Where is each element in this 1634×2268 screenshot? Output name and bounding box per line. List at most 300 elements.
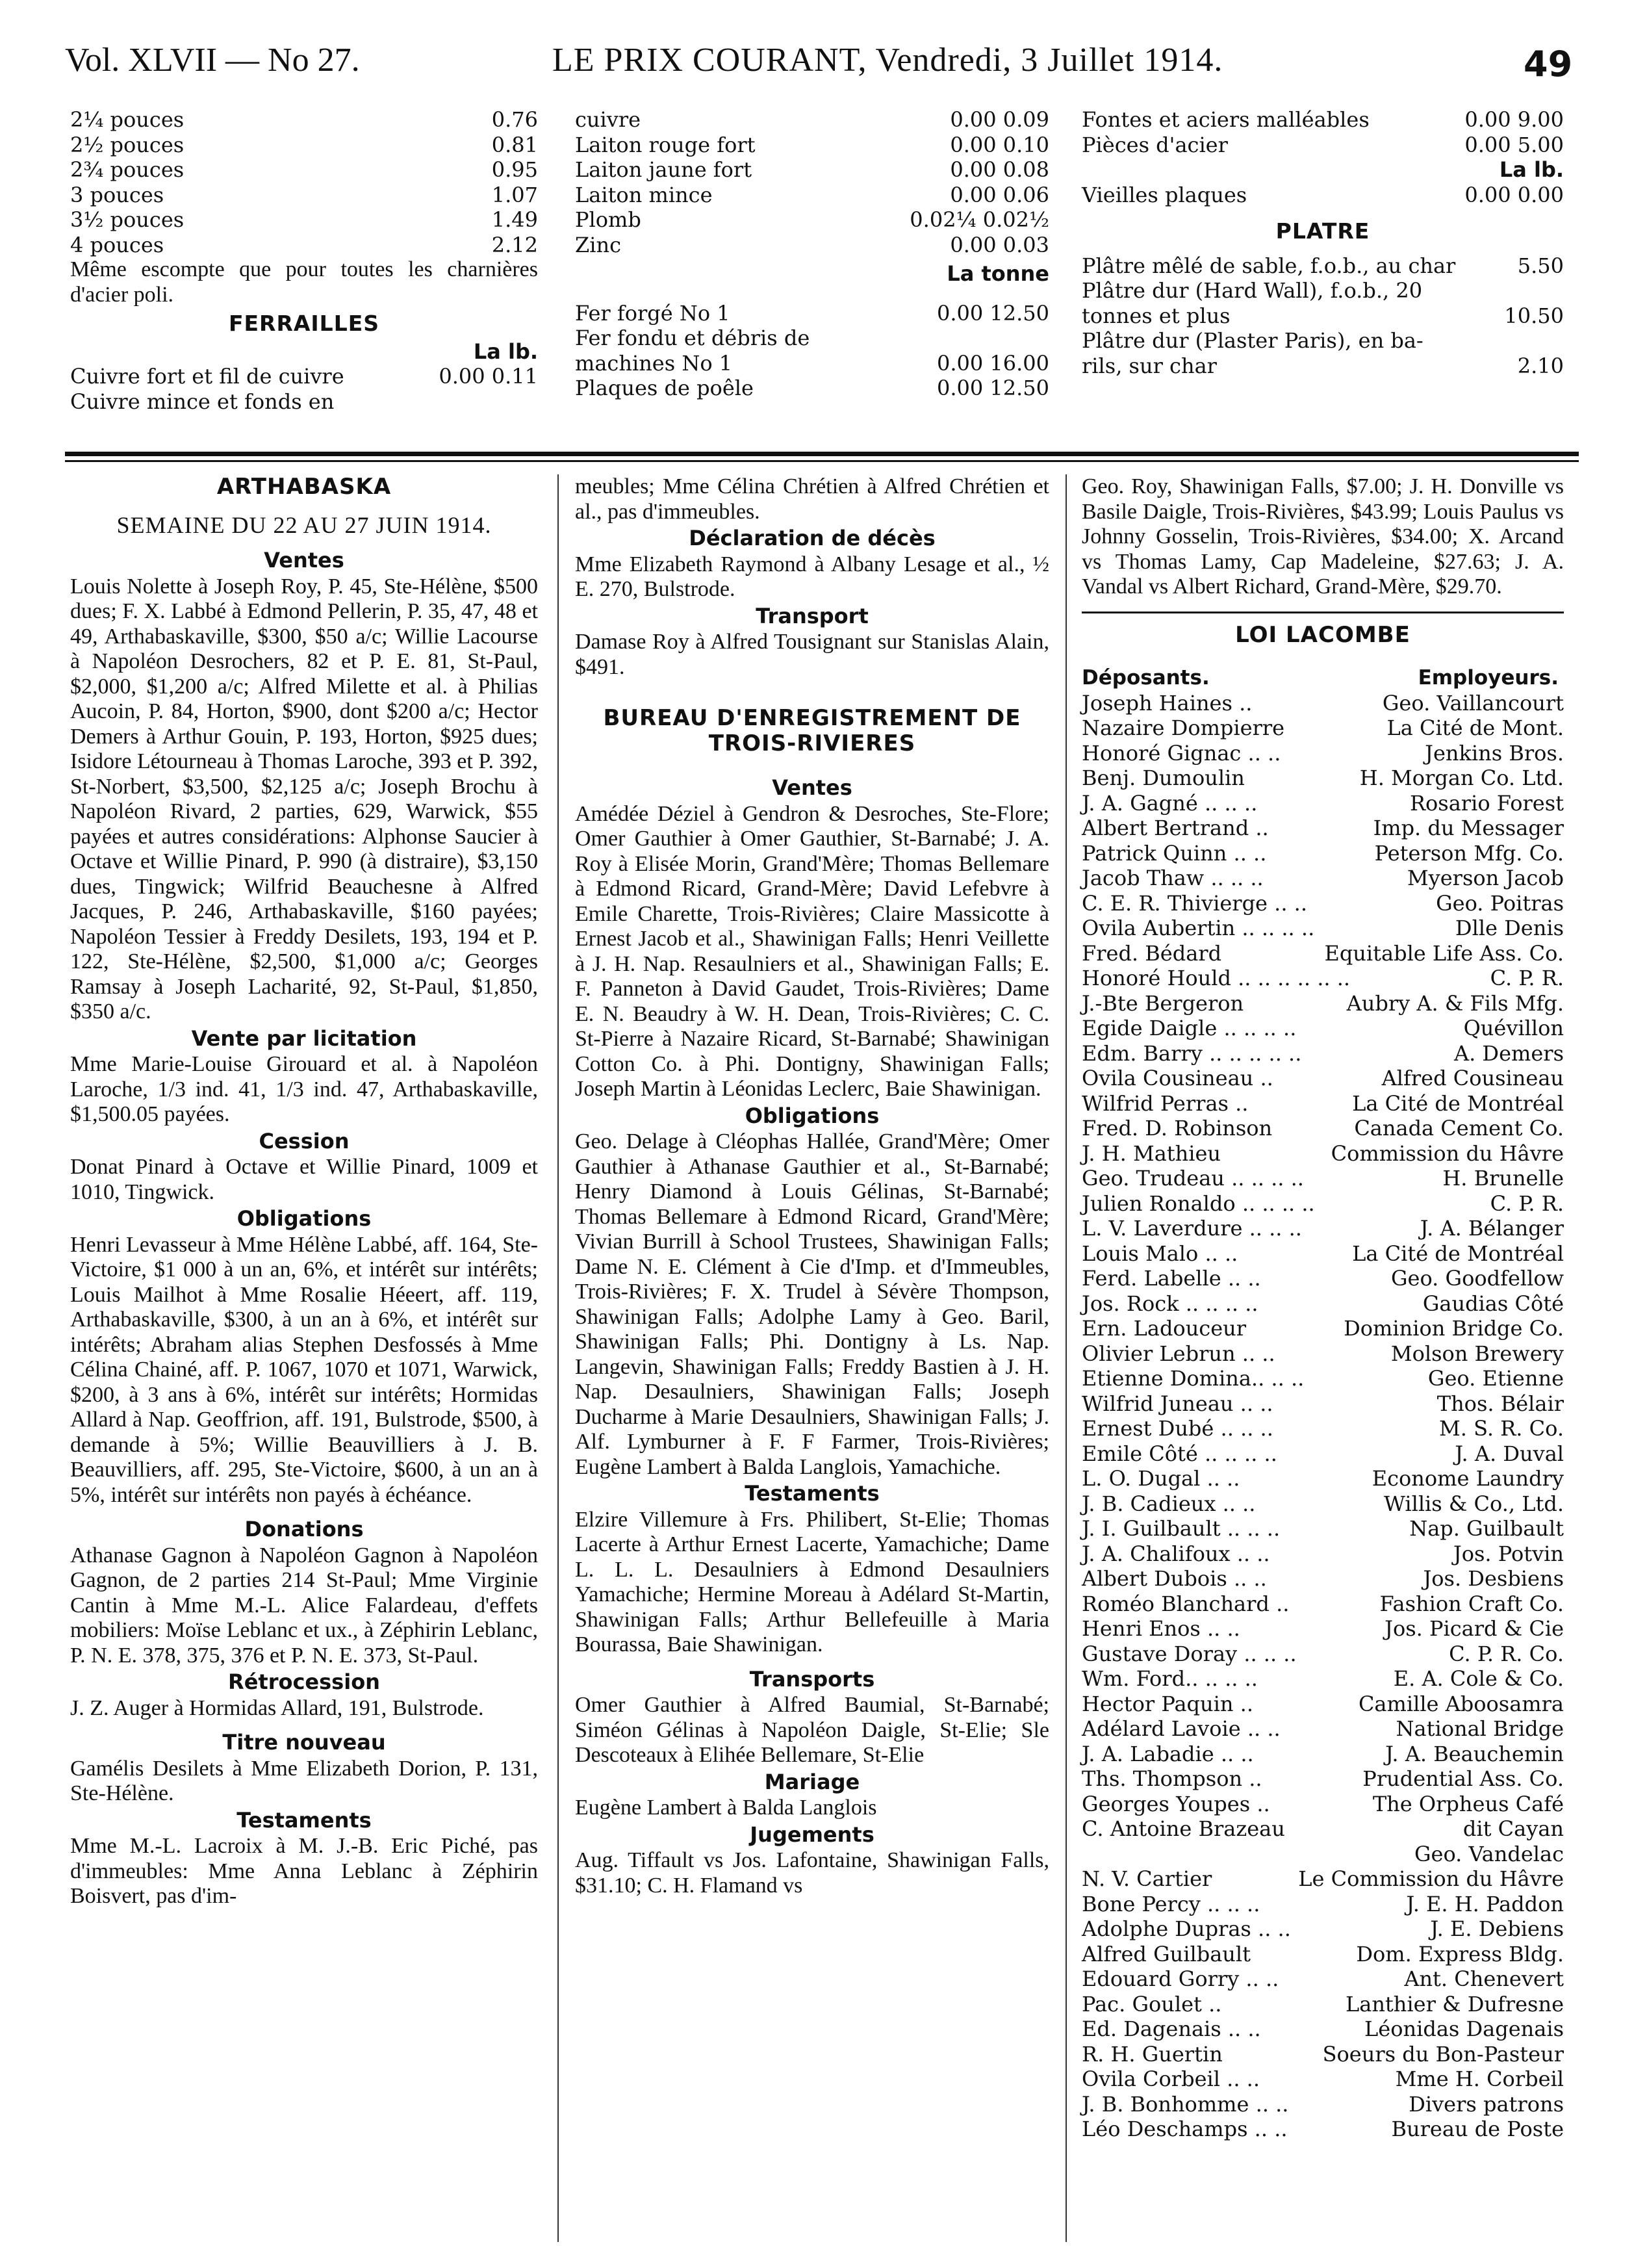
price-row <box>1082 278 1564 303</box>
deposant-name: L. V. Laverdure .. .. .. <box>1082 1216 1302 1241</box>
deposant-row <box>1082 1766 1564 1792</box>
subheading-transports: Transports <box>749 1666 875 1692</box>
titre-nouveau-text: Gamélis Desilets à Mme Elizabeth Dorion, P. 131, Ste-Hélène. <box>70 1756 538 1805</box>
price-value: 0.00 0.03 <box>950 232 1049 257</box>
deposant-name: Joseph Haines .. <box>1082 690 1253 715</box>
price-label: Plomb <box>575 207 641 232</box>
employer-name: La Cité de Mont. <box>1386 715 1564 740</box>
deposant-row <box>1082 1391 1564 1417</box>
price-row <box>70 233 538 258</box>
jugements-text: Aug. Tiffault vs Jos. Lafontaine, Shawinigan Falls, $31.10; C. H. Flamand vs <box>575 1848 1049 1898</box>
price-row <box>70 107 538 133</box>
transports-text: Omer Gauthier à Alfred Baumial, St-Barnabé; Siméon Gélinas à Napoléon Daigle, St-Elie; Sle Descoteaux à Elihée Bellemare, St-Elie <box>575 1693 1049 1767</box>
week-heading: SEMAINE DU 22 AU 27 JUIN 1914. <box>116 511 492 538</box>
employer-name: Econome Laundry <box>1372 1466 1564 1491</box>
deposant-row <box>1082 791 1564 816</box>
ventes-text: Louis Nolette à Joseph Roy, P. 45, Ste-Hélène, $500 dues; F. X. Labbé à Edmond Pellerin, P. 35, 47, 48 et 49, Arthabaskaville, $300, $50 a/c; Willie Lacourse à Napoléon Desrochers, 82 et P. E. 81, St-Paul, $2,000, $1,200 a/c; Alfred Milette et al. à Philias Aucoin, P. 84, Horton, $900, dont $200 a/c; Hector Demers à Arthur Gouin, P. 193, Horton, $925 dues; Isidore Létourneau à Thomas Laroche, 393 et P. 392, St-Norbert, $3,500, $2,125 a/c; Joseph Brochu à Napoléon Rivard, 2 parties, 629, Warwick, $55 payées et autres considérations: Alphonse Saucier à Octave et Willie Pinard, P. 990 (à distraire), $3,150 dues, Tingwick; Wilfrid Beauchesne à Alfred Jacques, P. 246, Arthabaskaville, $160 payées; Napoléon Tessier à Freddy Desilets, 193, 194 et P. 122, Ste-Hélène, $2,500, $1,000 a/c; Georges Ramsay à Joseph Lacharité, 92, St-Paul, $1,850, $350 a/c. <box>70 574 538 1024</box>
subheading-ventes: Ventes <box>772 775 852 800</box>
price-label: Fer fondu et débris de <box>575 326 810 350</box>
price-row <box>575 233 1049 258</box>
price-value: 2.10 <box>1517 353 1564 378</box>
price-label: 2½ pouces <box>70 132 185 157</box>
deposant-name: J. B. Cadieux .. .. <box>1082 1491 1256 1516</box>
employer-name: E. A. Cole & Co. <box>1393 1666 1564 1691</box>
deposant-name: Wilfrid Juneau .. .. <box>1082 1391 1273 1416</box>
employer-name: Le Commission du Hâvre <box>1298 1866 1564 1891</box>
retrocession-text: J. Z. Auger à Hormidas Allard, 191, Bulstrode. <box>70 1695 484 1720</box>
deposant-name: Léo Deschamps .. .. <box>1082 2117 1288 2141</box>
deposant-name: J. A. Gagné .. .. .. <box>1082 790 1258 816</box>
price-label: rils, sur char <box>1082 353 1217 378</box>
column-arthabaska <box>70 474 538 1909</box>
loi-lacombe-rule <box>1082 612 1564 613</box>
deposant-row <box>1082 691 1564 716</box>
price-label: Plaques de poêle <box>575 376 754 400</box>
deposant-name: Hector Paquin .. <box>1082 1691 1253 1716</box>
price-label: cuivre <box>575 107 641 132</box>
price-value: 0.00 0.08 <box>950 157 1049 182</box>
mariage-text: Eugène Lambert à Balda Langlois <box>575 1796 877 1820</box>
deposant-name: Adélard Lavoie .. .. <box>1082 1716 1281 1741</box>
employer-name: J. A. Beauchemin <box>1385 1741 1564 1766</box>
deposant-row <box>1082 916 1564 941</box>
deposant-name: Ern. Ladouceur <box>1082 1316 1247 1341</box>
deposant-row <box>1082 2092 1564 2117</box>
deposant-row <box>1082 1066 1564 1091</box>
deposant-row <box>1082 766 1564 791</box>
scrap-price-list <box>70 364 538 414</box>
subheading-donations: Donations <box>244 1517 364 1541</box>
price-row <box>575 207 1049 233</box>
price-label: 3½ pouces <box>70 207 185 232</box>
deposant-row <box>1082 1866 1564 1892</box>
subheading-testaments: Testaments <box>236 1807 372 1833</box>
deposant-row <box>1082 966 1564 991</box>
deposant-row <box>1082 2017 1564 2042</box>
price-row <box>70 133 538 158</box>
subheading-cession: Cession <box>259 1128 350 1153</box>
publication-title: LE PRIX COURANT, Vendredi, 3 Juillet 1914. <box>552 42 1223 79</box>
top-column-2 <box>575 107 1049 401</box>
employer-name: Nap. Guilbault <box>1409 1516 1564 1541</box>
price-label: Fontes et aciers malléables <box>1082 107 1370 132</box>
employer-name: Imp. du Messager <box>1373 816 1564 840</box>
continued-jugements: Geo. Roy, Shawinigan Falls, $7.00; J. H. Donville vs Basile Daigle, Trois-Rivières, $43.99; Louis Paulus vs Johnny Gosselin, Trois-Rivières, $34.00; X. Arcand vs Thomas Lamy, Cap Madeleine, $27.63; J. A. Vandal vs Albert Richard, Grand-Mère, $29.70. <box>1082 474 1564 599</box>
deposant-row <box>1082 1241 1564 1267</box>
plaster-price-list <box>1082 253 1564 379</box>
donations-text: Athanase Gagnon à Napoléon Gagnon à Napoléon Gagnon, de 2 parties 214 St-Paul; Mme Virginie Cantin à Mme M.-L. Alice Falardeau, d'effets mobiliers: Moïse Leblanc et ux., à Zéphirin Leblanc, P. N. E. 378, 375, 376 et P. N. E. 373, St-Paul. <box>70 1543 538 1668</box>
employer-name: Gaudias Côté <box>1422 1291 1564 1316</box>
employer-name: Soeurs du Bon-Pasteur <box>1322 2041 1564 2067</box>
price-value: 0.00 12.50 <box>936 300 1049 326</box>
deposant-row <box>1082 1541 1564 1567</box>
price-label: Laiton mince <box>575 182 713 207</box>
deposant-row <box>1082 1291 1564 1317</box>
deposant-row <box>1082 1742 1564 1767</box>
subheading-obligations: Obligations <box>236 1206 372 1231</box>
deposant-row <box>1082 841 1564 866</box>
price-value: 0.00 9.00 <box>1464 107 1564 132</box>
deposant-row <box>1082 1416 1564 1441</box>
price-label: Fer forgé No 1 <box>575 300 730 326</box>
price-row <box>70 364 538 389</box>
deposant-row <box>1082 1191 1564 1217</box>
price-value: 0.00 0.11 <box>439 364 538 389</box>
deposant-row <box>1082 1842 1564 1867</box>
deposant-row <box>1082 1892 1564 1917</box>
testaments-text: Mme M.-L. Lacroix à M. J.-B. Eric Piché, pas d'immeubles: Mme Anna Leblanc à Zéphirin Boisvert, pas d'im- <box>70 1834 538 1908</box>
ventes-text: Amédée Déziel à Gendron & Desroches, Ste-Flore; Omer Gauthier à Omer Gauthier, St-Barnabé; J. A. Roy à Elisée Morin, Grand'Mère; Thomas Bellemare à Edmond Ricard, Grand-Mère; David Lefebvre à Emile Charette, Trois-Rivières; Claire Massicotte à Ernest Jacob et al., Shawinigan Falls; Henri Veillette à J. H. Nap. Resaulniers et al., Shawinigan Falls; E. F. Panneton à David Gaudet, Trois-Rivières; Dame E. N. Beaudry à W. H. Dean, Trois-Rivières; C. C. St-Pierre à Nazaire Ricard, St-Barnabé; Shawinigan Cotton Co. à Phi. Dontigny, Shawinigan Falls; Joseph Martin à Léonidas Leclerc, Baie Shawinigan. <box>575 801 1049 1101</box>
transport-text: Damase Roy à Alfred Tousignant sur Stanislas Alain, $491. <box>575 630 1049 679</box>
deposant-name: Fred. D. Robinson <box>1082 1116 1273 1140</box>
employer-name: Léonidas Dagenais <box>1364 2017 1564 2041</box>
deposant-name: Egide Daigle .. .. .. .. <box>1082 1016 1297 1040</box>
employer-name: Divers patrons <box>1409 2091 1564 2117</box>
deposant-row <box>1082 866 1564 891</box>
deposant-row <box>1082 1566 1564 1591</box>
deposant-name: Ed. Dagenais .. .. <box>1082 2017 1261 2041</box>
deposant-row <box>1082 1366 1564 1391</box>
deposant-name: Adolphe Dupras .. .. <box>1082 1916 1291 1941</box>
employer-name: Dlle Denis <box>1455 916 1564 940</box>
deposant-row <box>1082 1016 1564 1041</box>
deposant-name: Ovila Cousineau .. <box>1082 1066 1273 1090</box>
employer-name: M. S. R. Co. <box>1438 1416 1564 1441</box>
employer-name: Prudential Ass. Co. <box>1362 1766 1564 1791</box>
plates-price-list <box>1082 183 1564 208</box>
deposant-name: Benj. Dumoulin <box>1082 766 1245 790</box>
deposant-row <box>1082 1466 1564 1491</box>
price-row <box>575 351 1049 376</box>
subheading-ventes: Ventes <box>264 548 344 573</box>
subheading-titre-nouveau: Titre nouveau <box>222 1730 386 1755</box>
price-label: Zinc <box>575 232 621 257</box>
price-value: 0.00 16.00 <box>936 350 1049 376</box>
deposant-name: Ths. Thompson .. <box>1082 1766 1262 1791</box>
deposant-row <box>1082 2067 1564 2092</box>
employer-name: Thos. Bélair <box>1436 1391 1564 1416</box>
section-bureau-enregistrement: BUREAU D'ENREGISTREMENT DE TROIS-RIVIERES <box>603 705 1021 756</box>
price-value: 2.12 <box>491 232 538 257</box>
section-ferrailles: FERRAILLES <box>228 311 380 336</box>
iron-price-list <box>575 301 1049 401</box>
hinges-price-list <box>70 107 538 257</box>
price-label: 2¾ pouces <box>70 157 185 182</box>
deposant-name: Henri Enos .. .. <box>1082 1616 1240 1641</box>
deposant-name: Ovila Corbeil .. .. <box>1082 2067 1260 2091</box>
deposant-row <box>1082 2117 1564 2142</box>
deposant-row <box>1082 1916 1564 1942</box>
price-row <box>1082 107 1564 133</box>
section-arthabaska: ARTHABASKA <box>216 474 392 500</box>
employer-name: Dom. Express Bldg. <box>1356 1941 1564 1966</box>
deposant-row <box>1082 1091 1564 1116</box>
subheading-mariage: Mariage <box>764 1769 860 1794</box>
price-label: Cuivre fort et fil de cuivre <box>70 364 344 389</box>
price-value: 0.95 <box>491 157 538 182</box>
deposant-row <box>1082 741 1564 766</box>
price-label: Vieilles plaques <box>1082 182 1247 207</box>
price-label: 2¼ pouces <box>70 107 185 132</box>
header-employeurs: Employeurs. <box>1418 666 1559 689</box>
deposant-name: Georges Youpes .. <box>1082 1791 1270 1816</box>
deposant-row <box>1082 1266 1564 1291</box>
employer-name: Geo. Etienne <box>1427 1366 1564 1391</box>
deposant-row <box>1082 1642 1564 1667</box>
employer-name: Jos. Picard & Cie <box>1385 1616 1564 1641</box>
subheading-retrocession: Rétrocession <box>228 1669 380 1694</box>
testaments-text: Elzire Villemure à Frs. Philibert, St-Elie; Thomas Lacerte à Arthur Ernest Lacerte, Yamachiche; Dame L. L. L. Desaulniers à Edmond Desaulniers Yamachiche; Hermine Moreau à Adélard St-Martin, Shawinigan Falls; Arthur Bellefeuille à Maria Bourassa, Baie Shawinigan. <box>575 1507 1049 1656</box>
deposant-row <box>1082 1341 1564 1367</box>
employer-name: The Orpheus Café <box>1372 1791 1564 1816</box>
deposant-name: Albert Bertrand .. <box>1082 816 1269 840</box>
deposant-row <box>1082 1792 1564 1817</box>
employer-name: J. E. Debiens <box>1430 1916 1564 1941</box>
deposant-row <box>1082 991 1564 1016</box>
deposant-name: Edouard Gorry .. .. <box>1082 1966 1279 1991</box>
price-label: Pièces d'acier <box>1082 132 1228 157</box>
deposant-row <box>1082 2042 1564 2067</box>
subheading-obligations: Obligations <box>745 1103 880 1128</box>
deposant-row <box>1082 1816 1564 1842</box>
employer-name: Peterson Mfg. Co. <box>1374 840 1564 866</box>
price-row <box>70 389 538 415</box>
subheading-deces: Déclaration de décès <box>689 526 936 550</box>
header-deposants: Déposants. <box>1082 666 1210 689</box>
subheading-licitation: Vente par licitation <box>191 1025 417 1051</box>
divider-thick <box>65 452 1579 456</box>
deposant-name: Roméo Blanchard .. <box>1082 1591 1290 1616</box>
employer-name: Molson Brewery <box>1390 1341 1564 1366</box>
employer-name: Jos. Potvin <box>1453 1541 1564 1566</box>
deposant-name: Nazaire Dompierre <box>1082 715 1285 740</box>
employer-name: C. P. R. Co. <box>1449 1641 1564 1666</box>
cast-iron-price-list <box>1082 107 1564 157</box>
employer-name: Aubry A. & Fils Mfg. <box>1346 990 1564 1016</box>
employer-name: La Cité de Montréal <box>1352 1090 1564 1116</box>
employer-name: J. E. H. Paddon <box>1406 1891 1564 1916</box>
discount-note: Même escompte que pour toutes les charnières d'acier poli. <box>70 257 538 307</box>
deposant-name: Geo. Trudeau .. .. .. .. <box>1082 1166 1304 1191</box>
column-loi-lacombe <box>1082 474 1564 2142</box>
price-row <box>1082 133 1564 158</box>
price-row <box>575 133 1049 158</box>
column-divider <box>1066 474 1067 2242</box>
deposant-name: Ernest Dubé .. .. .. <box>1082 1416 1273 1441</box>
deposant-row <box>1082 1441 1564 1467</box>
deposant-name: C. Antoine Brazeau <box>1082 1816 1285 1841</box>
price-label: Cuivre mince et fonds en <box>70 389 335 414</box>
deposant-name: Jos. Rock .. .. .. .. <box>1082 1291 1258 1316</box>
price-value: 0.76 <box>491 107 538 132</box>
price-label: 4 pouces <box>70 232 164 257</box>
price-row <box>575 107 1049 133</box>
price-row <box>575 326 1049 351</box>
unit-label: La tonne <box>947 261 1049 286</box>
deposant-name: Bone Percy .. .. .. <box>1082 1891 1260 1916</box>
price-value: 10.50 <box>1504 303 1564 328</box>
deposant-row <box>1082 1316 1564 1341</box>
deposant-name: Albert Dubois .. .. <box>1082 1566 1267 1591</box>
deposant-name: Gustave Doray .. .. .. <box>1082 1641 1297 1666</box>
price-row <box>1082 253 1564 279</box>
deposant-name: L. O. Dugal .. .. <box>1082 1466 1240 1491</box>
price-value: 0.00 0.06 <box>950 182 1049 207</box>
price-row <box>1082 328 1564 354</box>
price-label: 3 pouces <box>70 182 164 207</box>
employer-name: Alfred Cousineau <box>1381 1066 1564 1090</box>
employer-name: Geo. Vandelac <box>1414 1841 1564 1866</box>
price-row <box>575 376 1049 401</box>
deposant-row <box>1082 1491 1564 1517</box>
deposant-name: Edm. Barry .. .. .. .. .. <box>1082 1040 1302 1066</box>
price-row <box>575 301 1049 326</box>
deposant-row <box>1082 1666 1564 1692</box>
employer-name: Jenkins Bros. <box>1425 740 1564 766</box>
deposant-name: Olivier Lebrun .. .. <box>1082 1341 1275 1366</box>
deposant-row <box>1082 941 1564 966</box>
employer-name: dit Cayan <box>1462 1816 1564 1841</box>
employer-name: Canada Cement Co. <box>1354 1116 1564 1140</box>
employer-name: La Cité de Montréal <box>1352 1241 1564 1266</box>
deposant-name: Emile Côté .. .. .. .. <box>1082 1441 1277 1466</box>
deposant-name: Pac. Goulet .. <box>1082 1991 1222 2017</box>
deposant-name: J. H. Mathieu <box>1082 1140 1221 1166</box>
deces-text: Mme Elizabeth Raymond à Albany Lesage et al., ½ E. 270, Bulstrode. <box>575 552 1049 601</box>
licitation-text: Mme Marie-Louise Girouard et al. à Napoléon Laroche, 1/3 ind. 41, 1/3 ind. 47, Arthabaskaville, $1,500.05 payées. <box>70 1052 538 1126</box>
deposant-row <box>1082 1591 1564 1617</box>
employer-name: Geo. Vaillancourt <box>1382 690 1564 715</box>
employer-name: Dominion Bridge Co. <box>1344 1316 1564 1341</box>
deposant-row <box>1082 1942 1564 1967</box>
price-row <box>70 207 538 233</box>
deposant-row <box>1082 1166 1564 1191</box>
page-number: 49 <box>1524 44 1573 84</box>
price-label: Plâtre mêlé de sable, f.o.b., au char <box>1082 253 1456 278</box>
column-trois-rivieres <box>575 474 1049 1898</box>
deposant-name: J. A. Chalifoux .. .. <box>1082 1541 1270 1566</box>
price-label: Plâtre dur (Hard Wall), f.o.b., 20 <box>1082 278 1423 303</box>
obligations-text: Geo. Delage à Cléophas Hallée, Grand'Mère; Omer Gauthier à Athanase Gauthier et al., St-Barnabé; Henry Diamond à Louis Gélinas, St-Barnabé; Thomas Bellemare à Edmond Ricard, Grand'Mère; Vivian Burrill à School Trustees, Shawinigan Falls; Dame N. E. Clément à Cie d'Imp. et d'Immeubles, Trois-Rivières; F. X. Trudel à Sévère Thompson, Shawinigan Falls; Adolphe Lamy à Geo. Baril, Shawinigan Falls; Phi. Dontigny à Ls. Nap. Langevin, Shawinigan Falls; Freddy Bastien à J. H. Nap. Desaulniers, Shawinigan Falls; Joseph Ducharme à Marie Desaulniers, Shawinigan Falls; J. Alf. Lymburner à F. F Farmer, Trois-Rivières; Eugène Lambert à Balda Langlois, Yamachiche. <box>575 1129 1049 1479</box>
divider-thin <box>65 460 1579 462</box>
section-loi-lacombe: LOI LACOMBE <box>1235 621 1411 648</box>
volume-number: Vol. XLVII — No 27. <box>65 42 360 79</box>
employer-name: A. Demers <box>1453 1040 1564 1066</box>
employer-name: Equitable Life Ass. Co. <box>1324 940 1564 966</box>
price-value: 1.07 <box>491 182 538 207</box>
employer-name: C. P. R. <box>1490 1191 1564 1216</box>
price-value: 0.00 0.09 <box>950 107 1049 132</box>
price-value: 0.00 0.10 <box>950 132 1049 157</box>
price-row <box>70 183 538 208</box>
page-header <box>58 36 1572 88</box>
deposant-name: Alfred Guilbault <box>1082 1941 1251 1966</box>
deposant-row <box>1082 1141 1564 1166</box>
subheading-testaments: Testaments <box>745 1481 880 1506</box>
deposant-name: Wm. Ford.. .. .. .. <box>1082 1666 1258 1691</box>
price-value: 0.02¼ 0.02½ <box>910 207 1049 232</box>
top-column-3 <box>1082 107 1564 378</box>
employer-name: J. A. Duval <box>1455 1441 1564 1466</box>
deposant-row <box>1082 1041 1564 1066</box>
deposant-name: Patrick Quinn .. .. <box>1082 840 1267 866</box>
deposant-name: Jacob Thaw .. .. .. <box>1082 866 1264 890</box>
employer-name: H. Brunelle <box>1442 1166 1564 1191</box>
employer-name: Geo. Goodfellow <box>1390 1266 1564 1291</box>
price-value: 0.00 5.00 <box>1464 132 1564 157</box>
employer-name: Commission du Hâvre <box>1331 1140 1564 1166</box>
employer-name: Rosario Forest <box>1409 790 1564 816</box>
price-label: machines No 1 <box>575 350 733 376</box>
table-header <box>1082 665 1564 691</box>
deposants-list <box>1082 691 1564 2142</box>
employer-name: Myerson Jacob <box>1407 866 1564 890</box>
deposant-name: Ovila Aubertin .. .. .. .. <box>1082 916 1315 940</box>
deposant-name: C. E. R. Thivierge .. .. <box>1082 890 1308 916</box>
unit-label: La lb. <box>473 339 538 364</box>
price-value: 0.81 <box>491 132 538 157</box>
price-label: tonnes et plus <box>1082 303 1231 328</box>
employer-name: H. Morgan Co. Ltd. <box>1359 766 1564 790</box>
deposant-name: N. V. Cartier <box>1082 1866 1212 1891</box>
employer-name: Willis & Co., Ltd. <box>1384 1491 1564 1516</box>
deposant-name: Louis Malo .. .. <box>1082 1241 1238 1266</box>
column-divider <box>557 474 559 2242</box>
employer-name: Ant. Chenevert <box>1404 1966 1564 1991</box>
deposant-name: J. I. Guilbault .. .. .. <box>1082 1516 1281 1541</box>
obligations-text: Henri Levasseur à Mme Hélène Labbé, aff. 164, Ste-Victoire, $1 000 à un an, 6%, et intérêt sur intérêts; Louis Mailhot à Mme Rosalie Héeert, aff. 119, Arthabaskaville, $300, à un an à 6%, et intérêt sur intérêts; Abraham alias Stephen Desfossés à Mme Célina Chainé, aff. P. 1067, 1070 et 1071, Warwick, $200, à 3 ans à 6%, intérêt sur intérêts; Hormidas Allard à Nap. Geoffrion, aff. 191, Bulstrode, $500, à demande à 5%; Willie Beauvilliers à J. B. Beauvilliers, aff. 295, Ste-Victoire, $600, à un an à 5%, intérêt sur intérêts non payés à échéance. <box>70 1232 538 1507</box>
price-row <box>70 157 538 183</box>
scrap-metal-price-list <box>575 107 1049 257</box>
deposant-name: J. A. Labadie .. .. <box>1082 1741 1254 1766</box>
employer-name: Lanthier & Dufresne <box>1345 1991 1564 2017</box>
price-row <box>1082 183 1564 208</box>
deposant-name: Julien Ronaldo .. .. .. .. <box>1082 1191 1315 1216</box>
deposant-row <box>1082 1216 1564 1241</box>
deposant-name: Wilfrid Perras .. <box>1082 1090 1249 1116</box>
employer-name: Quévillon <box>1463 1016 1564 1040</box>
deposant-name: J.-Bte Bergeron <box>1082 990 1244 1016</box>
price-value: 0.00 0.00 <box>1464 182 1564 207</box>
employer-name: Bureau de Poste <box>1391 2117 1564 2141</box>
employer-name: Mme H. Corbeil <box>1395 2067 1564 2091</box>
section-platre: PLATRE <box>1275 218 1370 244</box>
deposant-name: Fred. Bédard <box>1082 940 1222 966</box>
deposant-name: Honoré Hould .. .. .. .. .. .. <box>1082 966 1351 990</box>
cession-text: Donat Pinard à Octave et Willie Pinard, 1009 et 1010, Tingwick. <box>70 1155 538 1204</box>
continued-text: meubles; Mme Célina Chrétien à Alfred Chrétien et al., pas d'immeubles. <box>575 474 1049 524</box>
price-row <box>575 157 1049 183</box>
employer-name: J. A. Bélanger <box>1420 1216 1564 1241</box>
employer-name: National Bridge <box>1396 1716 1564 1741</box>
price-label: Plâtre dur (Plaster Paris), en ba- <box>1082 328 1423 353</box>
deposant-name: Etienne Domina.. .. .. <box>1082 1366 1305 1391</box>
deposant-row <box>1082 1516 1564 1541</box>
unit-label: La lb. <box>1499 157 1564 182</box>
price-row <box>575 183 1049 208</box>
subheading-transport: Transport <box>756 603 869 628</box>
deposant-row <box>1082 1692 1564 1717</box>
deposant-row <box>1082 1966 1564 1992</box>
price-label: Laiton rouge fort <box>575 132 756 157</box>
price-value: 0.00 12.50 <box>936 376 1049 400</box>
employer-name: Fashion Craft Co. <box>1379 1591 1564 1616</box>
price-row <box>1082 354 1564 379</box>
deposant-row <box>1082 1716 1564 1742</box>
deposant-row <box>1082 715 1564 741</box>
employer-name: Camille Aboosamra <box>1358 1691 1564 1716</box>
deposant-name: R. H. Guertin <box>1082 2041 1223 2067</box>
